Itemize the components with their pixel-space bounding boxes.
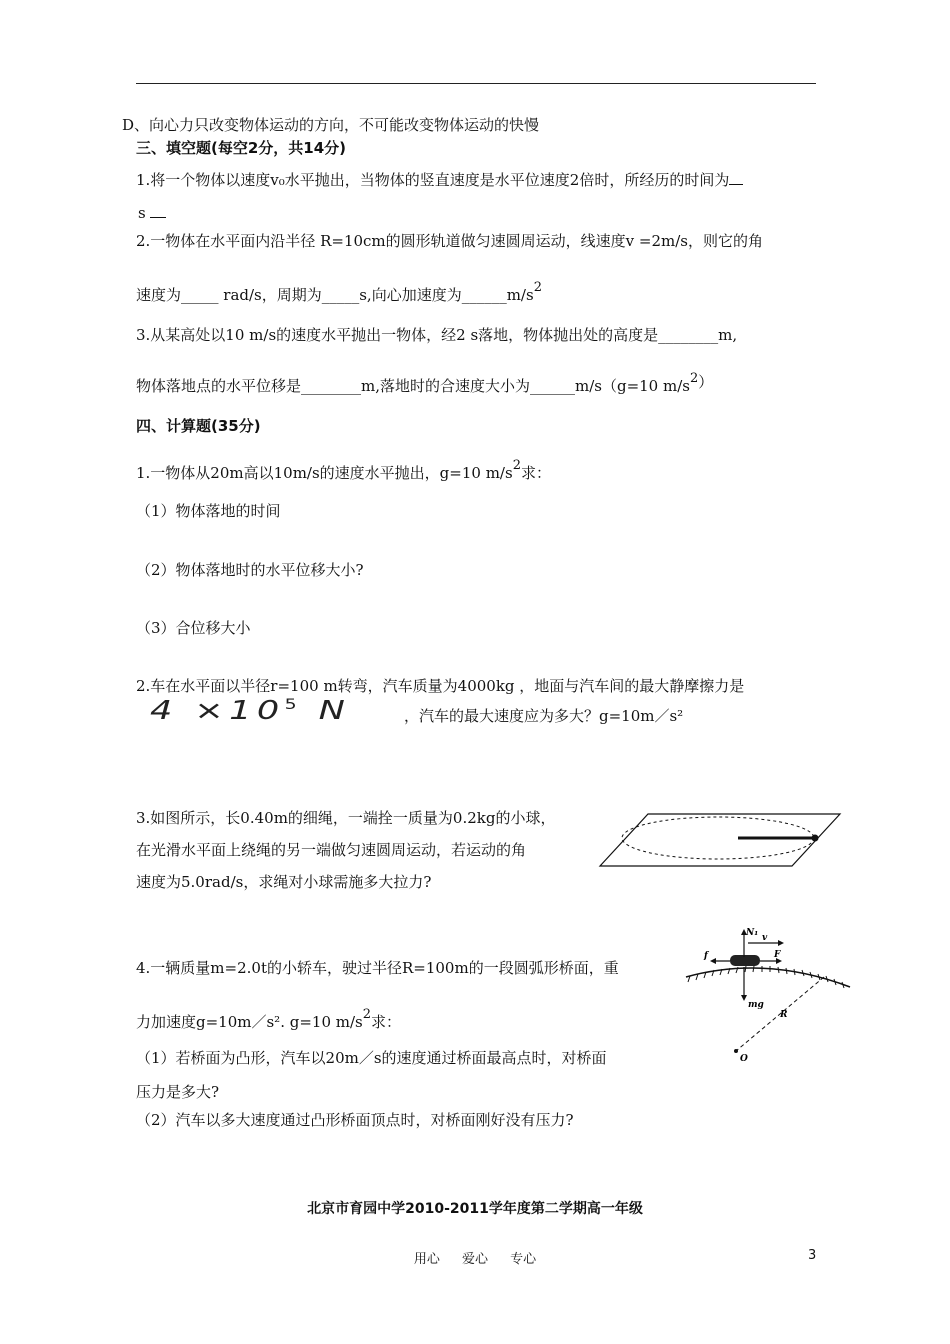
bridge-arc [686,968,850,987]
superscript: 2 [533,280,542,295]
sci-unit: N [318,696,351,726]
question-4-1 [136,458,551,485]
question-3-1 [136,170,743,190]
label-R: R [780,1010,788,1020]
bridge-figure [682,925,862,1065]
question-3-2-line1: 2.一物体在水平面内沿半径 R=10cm的圆形轨道做匀速圆周运动，线速度v =2m/s，则它的角 [136,232,763,250]
superscript: 2 [512,458,521,473]
question-4-1-end: 求： [520,464,551,482]
section-3-title: 三、填空题(每空2分，共14分) [136,139,347,157]
question-4-1-part2: （2）物体落地时的水平位移大小? [136,561,364,579]
question-3-3-line1: 3.从某高处以10 m/s的速度水平抛出一物体，经2 s落地，物体抛出处的高度是________m, [136,326,738,344]
label-f: f [704,951,708,961]
question-4-4-part2: （2）汽车以多大速度通过凸形桥面顶点时，对桥面刚好没有压力? [136,1111,574,1129]
question-3-3-text: 物体落地点的水平位移是________m,落地时的合速度大小为______m/s（g=10 m/s [136,377,690,395]
question-4-4-line1: 4.一辆质量m=2.0t的小轿车，驶过半径R=100m的一段圆弧形桥面，重 [136,959,619,977]
label-O: O [740,1054,748,1064]
closing-paren: ） [698,373,714,391]
question-4-4-line2 [136,1007,402,1034]
question-4-4-part1-cont: 压力是多大? [136,1083,220,1101]
label-v: v [762,933,768,943]
question-4-1-part3: （3）合位移大小 [136,619,251,637]
sci-exponent: 5 [284,697,303,713]
question-4-3-line2: 在光滑水平面上绕绳的另一端做匀速圆周运动，若运动的角 [136,841,527,859]
question-3-2-line2 [136,280,542,307]
question-4-3-line3: 速度为5.0rad/s，求绳对小球需施多大拉力? [136,873,432,891]
question-3-2-text: 速度为_____ rad/s，周期为_____s,向心加速度为______m/s [136,286,534,304]
header-rule [136,83,816,84]
page-number: 3 [808,1248,817,1263]
label-mg: mg [748,1000,764,1010]
car [730,955,760,966]
question-3-1-unit [138,203,166,223]
question-3-3-line2 [136,371,714,398]
footer-motto: 用心 爱心 专心 [413,1252,537,1267]
question-4-4-text: 力加速度g=10m／s². g=10 m/s [136,1013,363,1031]
superscript: 2 [689,371,699,386]
section-4-title: 四、计算题(35分) [136,417,261,435]
plane-parallelogram [600,814,840,866]
label-F: F [774,950,781,960]
question-3-1-text: 1.将一个物体以速度v₀水平抛出，当物体的竖直速度是水平位速度2倍时，所经历的时间为 [136,171,730,189]
question-4-3-line1: 3.如图所示，长0.40m的细绳，一端拴一质量为0.2kg的小球， [136,809,556,827]
question-4-4-end: 求： [371,1013,402,1031]
horizontal-circle-figure [600,812,840,868]
unit-s: s [138,204,146,222]
label-n: N₁ [746,928,759,938]
friction-force-value [150,696,350,726]
question-4-1-text: 1.一物体从20m高以10m/s的速度水平抛出，g=10 m/s [136,464,513,482]
question-4-1-part1: （1）物体落地的时间 [136,502,281,520]
question-4-4-part1: （1）若桥面为凸形，汽车以20m／s的速度通过桥面最高点时，对桥面 [136,1049,607,1067]
ball [812,835,819,842]
question-4-2-line2: ，汽车的最大速度应为多大？g=10m／s² [404,707,684,725]
option-d: D、向心力只改变物体运动的方向，不可能改变物体运动的快慢 [122,116,540,134]
sci-base: 4 ×10 [150,696,285,726]
superscript: 2 [362,1007,372,1022]
center-point [734,1049,738,1053]
footer-title: 北京市育园中学2010-2011学年度第二学期高一年级 [307,1201,643,1217]
question-4-2-line1: 2.车在水平面以半径r=100 m转弯，汽车质量为4000kg ，地面与汽车间的最大静摩擦力是 [136,677,745,695]
